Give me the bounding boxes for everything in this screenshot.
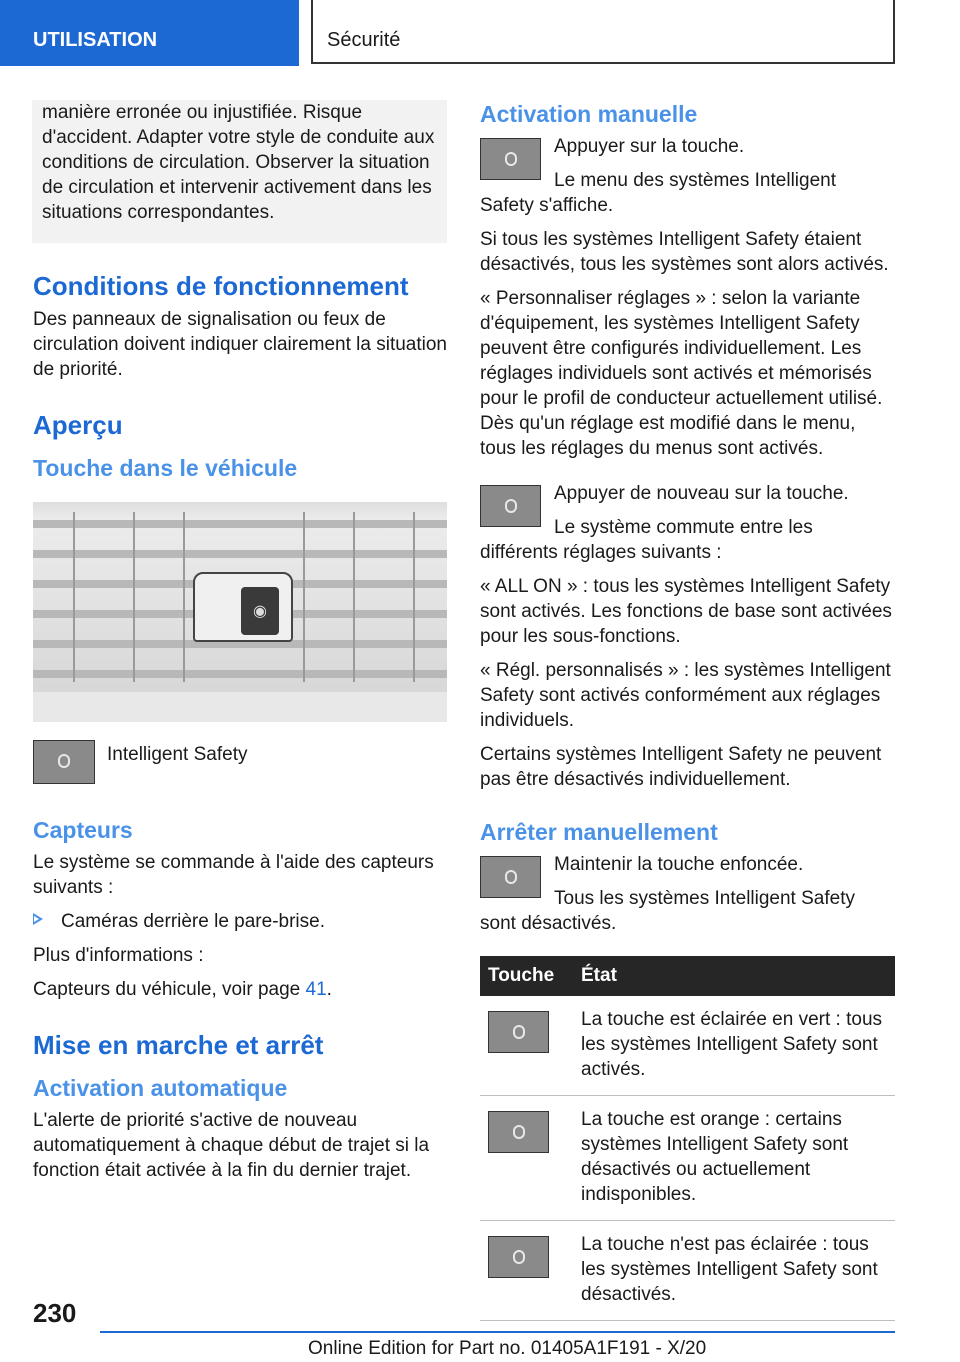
header-chapter-label: Sécurité	[327, 29, 401, 51]
header-chapter-box	[311, 0, 895, 64]
icon-legend-label: Intelligent Safety	[107, 744, 248, 765]
page-number: 230	[33, 1298, 77, 1328]
text-capteurs: Le système se commande à l'aide des capteurs suivants :	[33, 852, 434, 898]
heading-capteurs: Capteurs	[33, 817, 133, 843]
manual-stop-block	[480, 852, 895, 936]
footer-edition: Online Edition for Part no. 01405A1F191 - X/20	[308, 1338, 707, 1359]
text-appuyer: Appuyer sur la touche.	[554, 136, 745, 157]
text-all-on: « ALL ON » : tous les systèmes Intelligent Safety sont activés. Les fonctions de base sont activées pour les sous-fonctions.	[480, 576, 892, 647]
text-capteurs-reference: Capteurs du véhicule, voir page 41.	[33, 979, 332, 1000]
warning-box	[32, 100, 447, 243]
heading-activation-auto: Activation automatique	[33, 1075, 288, 1101]
warning-text: manière erronée ou injustifiée. Risque d'accident. Adapter votre style de conduite aux conditions de circulation. Observer la situation de circulation et intervenir activement dans les situations correspondantes.	[42, 102, 435, 223]
text-tous-desactives-2: Tous les systèmes Intelligent Safety sont désactivés.	[480, 888, 855, 934]
table-cell-etat: La touche n'est pas éclairée : tous les systèmes Intelligent Safety sont désactivés.	[581, 1221, 895, 1321]
text-regl-personnalises: « Régl. personnalisés » : les systèmes Intelligent Safety sont activés conformément aux réglages individuels.	[480, 660, 891, 731]
heading-apercu: Aperçu	[33, 410, 123, 440]
manual-activation-block	[480, 134, 895, 218]
triangle-bullet-icon	[33, 913, 43, 925]
text-personnaliser: « Personnaliser réglages » : selon la variante d'équipement, les systèmes Intelligent Safety peuvent être configurés individuellement. Les réglages individuels sont activés et mémorisés pour le profil de conducteur actuellement utilisé. Dès qu'un réglage est modifié dans le menu, tous les réglages du menus sont activés.	[480, 288, 883, 459]
header-section-label: UTILISATION	[33, 29, 158, 51]
vehicle-button-photo	[33, 502, 447, 722]
page-link[interactable]: 41	[305, 979, 327, 1000]
left-column	[33, 100, 447, 1192]
table-header-touche: Touche	[480, 956, 581, 996]
intelligent-safety-icon	[480, 856, 541, 898]
heading-arreter: Arrêter manuellement	[480, 819, 718, 845]
text-commute: Le système commute entre les différents réglages suivants :	[480, 517, 813, 563]
right-column	[480, 100, 895, 1321]
table-row	[480, 996, 895, 1096]
bullet-text: Caméras derrière le pare-brise.	[61, 911, 325, 932]
text-tous-desactives: Si tous les systèmes Intelligent Safety étaient désactivés, tous les systèmes sont alors activés.	[480, 229, 889, 275]
press-again-block	[480, 481, 895, 565]
table-row	[480, 1221, 895, 1321]
text-activation-auto: L'alerte de priorité s'active de nouveau automatiquement à chaque début de trajet si la fonction était activée à la fin du dernier trajet.	[33, 1110, 430, 1181]
heading-marche-arret: Mise en marche et arrêt	[33, 1030, 324, 1060]
table-row	[480, 1096, 895, 1221]
intelligent-safety-icon	[480, 138, 541, 180]
intelligent-safety-key-icon: ◉	[241, 587, 279, 635]
text-maintenir: Maintenir la touche enfoncée.	[554, 854, 804, 875]
intelligent-safety-icon	[33, 740, 95, 784]
text-menu-affiche: Le menu des systèmes Intelligent Safety s'affiche.	[480, 170, 836, 216]
table-header-etat: État	[581, 956, 895, 996]
text-appuyer-nouveau: Appuyer de nouveau sur la touche.	[554, 483, 849, 504]
status-table	[480, 956, 895, 1321]
intelligent-safety-icon	[480, 485, 541, 527]
text-plus-info: Plus d'informations :	[33, 945, 204, 966]
heading-activation-manuelle: Activation manuelle	[480, 101, 698, 127]
icon-legend-row	[33, 740, 447, 790]
table-cell-etat: La touche est orange : certains systèmes Intelligent Safety sont désactivés ou actuellement indisponibles.	[581, 1096, 895, 1221]
bullet-item	[33, 909, 447, 934]
heading-conditions: Conditions de fonctionnement	[33, 271, 409, 301]
button-green-icon	[488, 1011, 549, 1053]
table-cell-etat: La touche est éclairée en vert : tous les systèmes Intelligent Safety sont activés.	[581, 996, 895, 1096]
button-orange-icon	[488, 1111, 549, 1153]
footer-rule	[100, 1331, 895, 1333]
heading-touche-vehicule: Touche dans le véhicule	[33, 455, 298, 481]
text-conditions: Des panneaux de signalisation ou feux de circulation doivent indiquer clairement la situation de priorité.	[33, 309, 448, 380]
button-off-icon	[488, 1236, 549, 1278]
header-section-tab	[0, 0, 299, 66]
text-certains: Certains systèmes Intelligent Safety ne peuvent pas être désactivés individuellement.	[480, 744, 882, 790]
